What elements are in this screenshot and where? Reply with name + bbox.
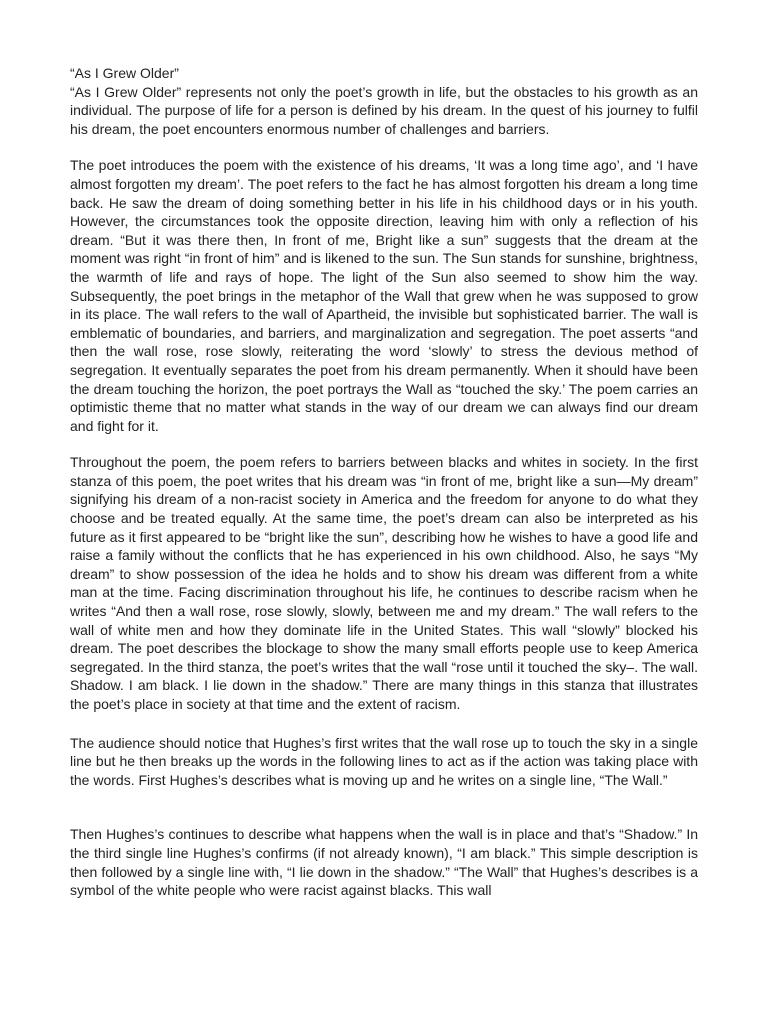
paragraph-barriers: Throughout the poem, the poem refers to barriers between blacks and whites in society. In the first stanza of this poem, the poet writes that his dream was “in front of me, bright like a sun—My dream” signifying his dream of a non-racist society in America and the freedom for anyone to do what they choose and be treated equally. At the same time, the poet’s dream can also be interpreted as his future as it first appeared to be “bright like the sun”, describing how he wishes to have a good life and raise a family without the conflicts that he has experienced in his own childhood. Also, he says “My dream” to show possession of the idea he holds and to show his dream was different from a white man at the time. Facing discrimination throughout his life, he continues to describe racism when he writes “And then a wall rose, rose slowly, slowly, between me and my dream.” The wall refers to the wall of white men and how they dominate life in the United States. This wall “slowly” blocked his dream. The poet describes the blockage to show the many small efforts people use to keep America segregated. In the third stanza, the poet’s writes that the wall “rose until it touched the sky–. The wall. Shadow. I am black. I lie down in the shadow.” There are many things in this stanza that illustrates the poet’s place in society at that time and the extent of racism. [70,454,698,712]
document-title: “As I Grew Older” [70,65,179,81]
paragraph-spacer [70,789,698,825]
paragraph-shadow: Then Hughes’s continues to describe what happens when the wall is in place and that’s “Shadow.” In the third single line Hughes’s confirms (if not already known), “I am black.” This simple description is then followed by a single line with, “I lie down in the shadow.” “The Wall” that Hughes’s describes is a symbol of the white people who were racist against blacks. This wall [70,826,698,899]
paragraph-spacer [70,714,698,734]
paragraph-spacer [70,138,698,156]
paragraph-audience: The audience should notice that Hughes’s first writes that the wall rose up to touch the sky in a single line but he then breaks up the words in the following lines to act as if the action was taking place with the words. First Hughes’s describes what is moving up and he writes on a single line, “The Wall.” [70,734,698,788]
paragraph-spacer [70,435,698,453]
paragraph-intro: “As I Grew Older” represents not only the poet’s growth in life, but the obstacles to his growth as an individual. The purpose of life for a person is defined by his dream. In the quest of his journey to fulfil his dream, the poet encounters enormous number of challenges and barriers. [70,83,698,137]
paragraph-dream-and-wall: The poet introduces the poem with the existence of his dreams, ‘It was a long time ago’, and ‘I have almost forgotten my dream’. The poet refers to the fact he has almost forgotten his dream a long time back. He saw the dream of doing something better in his life in his childhood days or in his youth. However, the circumstances took the opposite direction, leaving him with only a reflection of his dream. “But it was there then, In front of me, Bright like a sun” suggests that the dream at the moment was right “in front of him” and is likened to the sun. The Sun stands for sunshine, brightness, the warmth of life and rays of hope. The light of the Sun also seemed to show him the way. Subsequently, the poet brings in the metaphor of the Wall that grew when he was supposed to grow in its place. The wall refers to the wall of Apartheid, the invisible but sophisticated barrier. The wall is emblematic of boundaries, and barriers, and marginalization and segregation. The poet asserts “and then the wall rose, rose slowly, reiterating the word ‘slowly’ to stress the devious method of segregation. It eventually separates the poet from his dream permanently. When it should have been the dream touching the horizon, the poet portrays the Wall as “touched the sky.’ The poem carries an optimistic theme that no matter what stands in the way of our dream we can always find our dream and fight for it. [70,157,698,434]
